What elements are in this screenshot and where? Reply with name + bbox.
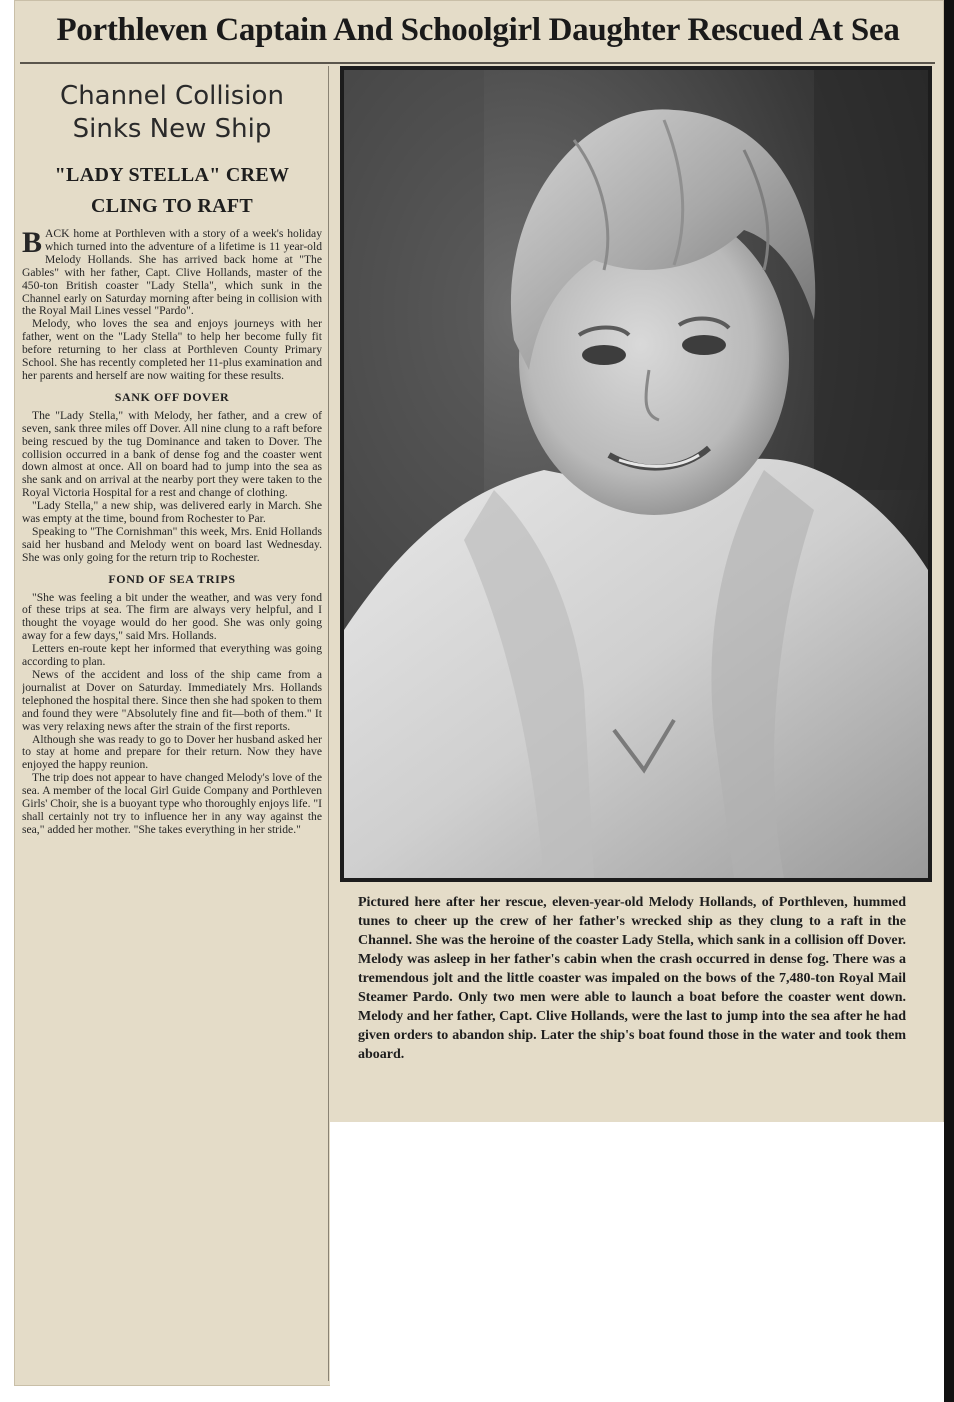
paragraph: News of the accident and loss of the ship came from a journalist at Dover on Saturday. Immediately Mrs. Hollands telephoned the hospital there. Since then she had spoken to them and found they were "Absolutely fine and fit—both of them." It was very relaxing news after the strain of the first reports.: [22, 668, 322, 733]
paragraph: "Lady Stella," a new ship, was delivered early in March. She was empty at the time, bound from Rochester to Par.: [22, 499, 322, 526]
paragraph: Letters en-route kept her informed that everything was going according to plan.: [22, 642, 322, 669]
paragraph: Speaking to "The Cornishman" this week, Mrs. Enid Hollands said her husband and Melody went on board last Wednesday. She was only going for the return trip to Rochester.: [22, 524, 322, 564]
section-heading: FOND OF SEA TRIPS: [108, 571, 236, 586]
drop-cap: B: [22, 226, 43, 259]
kicker-line-2: Sinks New Ship: [72, 114, 272, 144]
article-column: [22, 70, 322, 1380]
headline-rule: [20, 62, 935, 64]
scan-edge: [944, 0, 954, 1402]
paragraph: [22, 228, 322, 318]
paragraph: Melody, who loves the sea and enjoys journeys with her father, went on the "Lady Stella" to help her become fully fit before returning to her class at Porthleven County Primary School. She has recently completed her 11-plus examination and her parents and herself are now waiting for these results.: [22, 317, 322, 382]
paragraph: The "Lady Stella," with Melody, her father, and a crew of seven, sank three miles off Dover. All nine clung to a raft before being rescued by the tug Dominance and taken to Dover. The collision occurred in a bank of dense fog and the coaster went down almost at once. All on board had to jump into the sea as she sank and on arrival at the nearby port they were taken to the Royal Victoria Hospital for a rest and change of clothing.: [22, 408, 322, 500]
paragraph: "She was feeling a bit under the weather, and was very fond of these trips at sea. The firm are always very helpful, and I thought the voyage would do her good. She was only going away for a few days," said Mrs. Hollands.: [22, 590, 322, 643]
headline: Porthleven Captain And Schoolgirl Daughter Rescued At Sea: [56, 12, 900, 48]
subhead-line-1: "LADY STELLA" CREW: [54, 164, 290, 186]
article-body: [22, 228, 322, 837]
subheadline: [22, 160, 322, 222]
paragraph: The trip does not appear to have changed Melody's love of the sea. A member of the local Girl Guide Company and Porthleven Girls' Choir, she is a buoyant type who thoroughly enjoys life. "I shall certainly not try to influence her in any way against the sea," added her mother. "She takes everything in her stride.": [22, 771, 322, 836]
paragraph-text: ACK home at Porthleven with a story of a week's holiday which turned into the adventure of a lifetime is 11 year-old Melody Hollands. She has arrived back home at "The Gables" with her father, Capt. Clive Hollands, master of the 450-ton British coaster "Lady Stella", which sunk in the Channel early on Saturday morning after being in collision with the Royal Mail Lines vessel "Pardo".: [22, 227, 322, 318]
blank-area: [330, 1122, 950, 1402]
photo-caption: Pictured here after her rescue, eleven-year-old Melody Hollands, of Porthleven, hummed tunes to cheer up the crew of her father's wrecked ship as they clung to a raft in the Channel. She was the heroine of the coaster Lady Stella, which sank in a collision off Dover. Melody was asleep in her father's cabin when the crash occurred in dense fog. There was a tremendous jolt and the little coaster was impaled on the bows of the 7,480-ton Royal Mail Steamer Pardo. Only two men were able to launch a boat before the coaster went down. Melody and her father, Capt. Clive Hollands, were the last to jump into the sea after he had given orders to abandon ship. Later the ship's boat found those in the water and took them aboard.: [358, 895, 906, 1062]
kicker-line-1: Channel Collision: [60, 81, 284, 111]
portrait-photo: [344, 70, 928, 878]
section-heading: SANK OFF DOVER: [114, 389, 230, 404]
kicker: [22, 80, 322, 146]
subhead-line-2: CLING TO RAFT: [90, 195, 254, 217]
column-divider: [328, 66, 329, 1381]
paragraph: Although she was ready to go to Dover her husband asked her to stay at home and prepare for their return. Now they have enjoyed the happy reunion.: [22, 732, 322, 772]
portrait-illustration: [344, 70, 928, 878]
